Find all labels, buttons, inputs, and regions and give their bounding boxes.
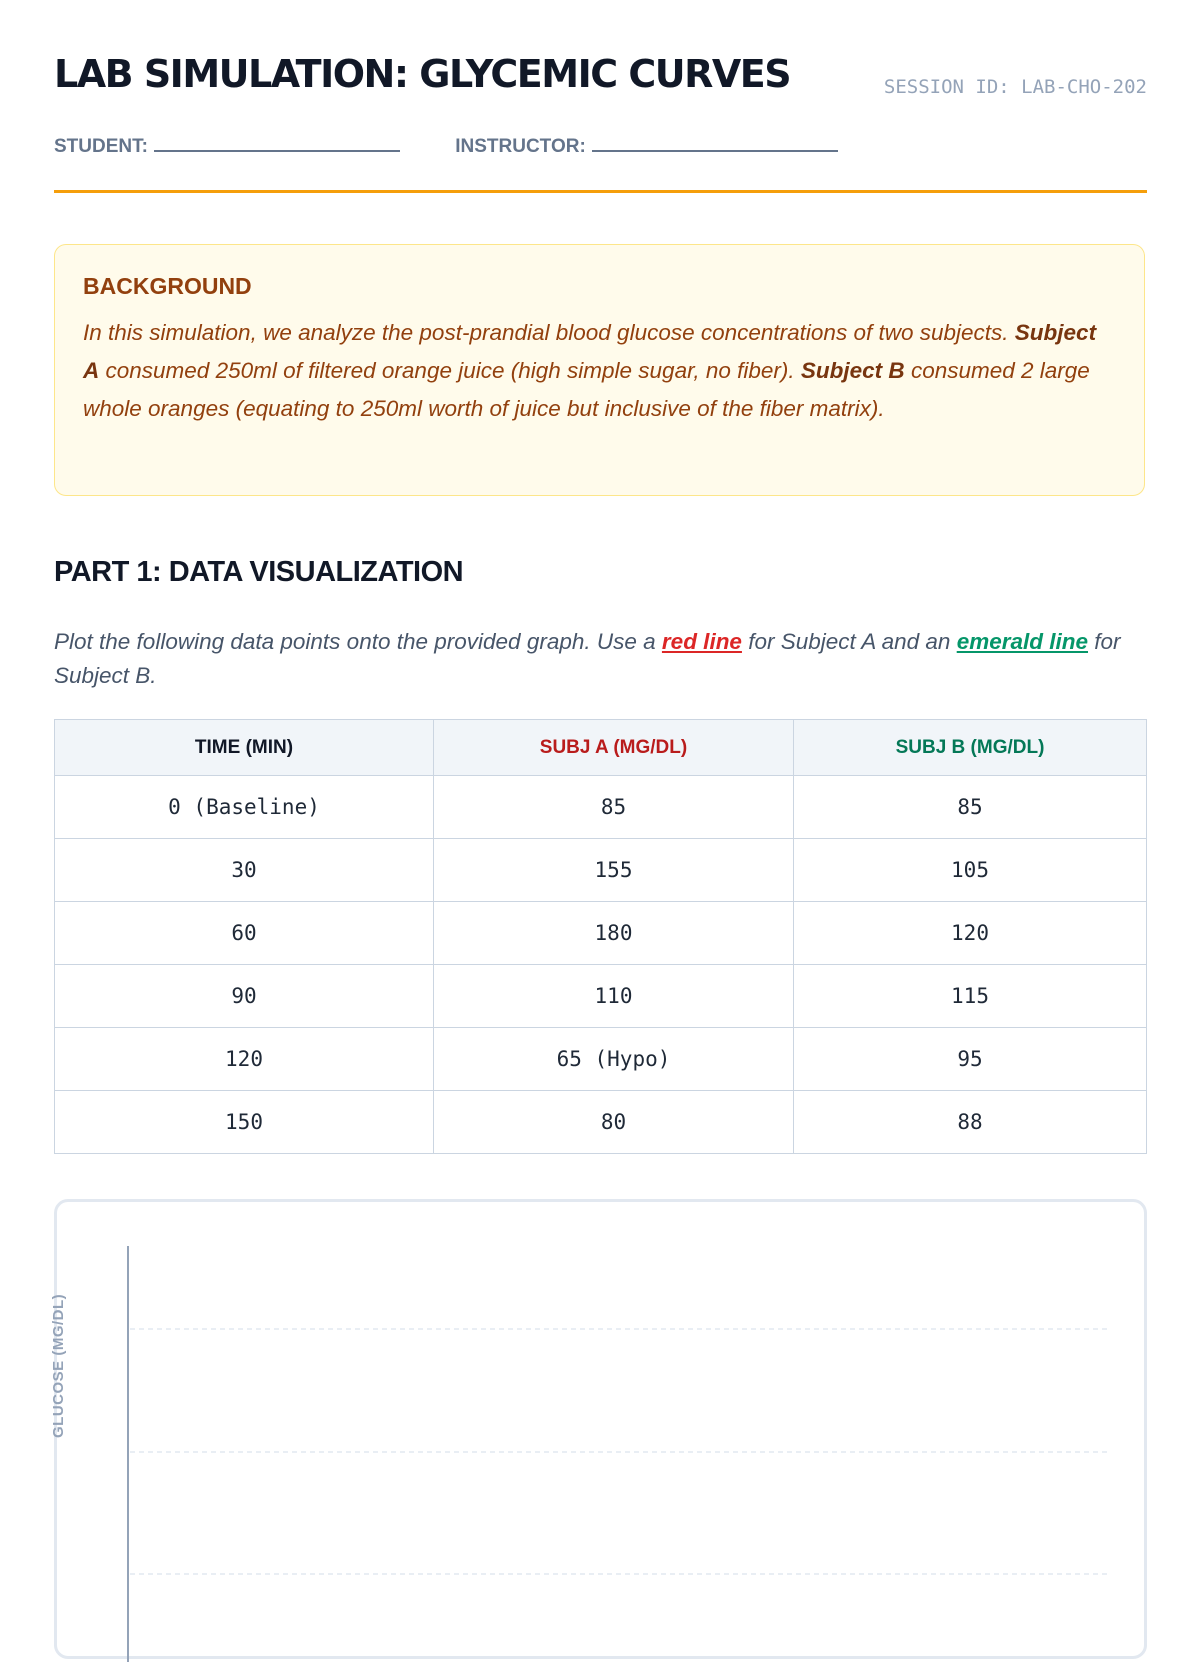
instructor-signature [455, 136, 838, 158]
blank-graph-canvas [57, 1202, 1150, 1662]
table-row [55, 1091, 1147, 1154]
table-row [55, 965, 1147, 1028]
background-text [83, 314, 1116, 428]
subject-a-label: Subject A [83, 320, 1097, 383]
cell-subj-a: 80 [434, 1091, 794, 1154]
cell-time: 90 [55, 965, 434, 1028]
red-line-label: red line [661, 629, 742, 654]
student-name-line[interactable] [154, 136, 400, 152]
worksheet-page [54, 0, 1147, 1134]
column-header-subj-a: SUBJ A (MG/DL) [434, 720, 794, 776]
cell-subj-b: 120 [794, 902, 1147, 965]
signature-row [54, 136, 838, 158]
table-header-row [55, 720, 1147, 776]
cell-subj-b: 85 [794, 776, 1147, 839]
subject-a-description: consumed 250ml of filtered orange juice (high simple sugar, no fiber). [105, 358, 795, 383]
cell-time: 150 [55, 1091, 434, 1154]
instructions-part-1: Plot the following data points onto the provided graph. Use a [54, 629, 656, 654]
instructor-name-line[interactable] [592, 136, 838, 152]
student-label: STUDENT: [54, 136, 148, 157]
cell-subj-b: 105 [794, 839, 1147, 902]
worksheet-header [54, 0, 1147, 193]
instructor-label: INSTRUCTOR: [455, 136, 586, 157]
cell-subj-a: 85 [434, 776, 794, 839]
cell-time: 120 [55, 1028, 434, 1091]
background-intro: In this simulation, we analyze the post-prandial blood glucose concentrations of two subjects. [83, 320, 1009, 345]
cell-subj-a: 110 [434, 965, 794, 1028]
table-row [55, 776, 1147, 839]
cell-subj-b: 88 [794, 1091, 1147, 1154]
student-signature [54, 136, 400, 158]
cell-time: 60 [55, 902, 434, 965]
instructions-part-3: for Subject B. [54, 629, 1121, 688]
cell-subj-a: 65 (Hypo) [434, 1028, 794, 1091]
cell-subj-b: 95 [794, 1028, 1147, 1091]
subject-b-label: Subject B [800, 358, 905, 383]
instructions-part-2: for Subject A and an [748, 629, 951, 654]
glucose-data-table [54, 719, 1147, 1154]
cell-subj-a: 180 [434, 902, 794, 965]
session-id: SESSION ID: LAB-CHO-202 [883, 76, 1147, 98]
column-header-subj-b: SUBJ B (MG/DL) [794, 720, 1147, 776]
plot-instructions [54, 625, 1147, 693]
background-heading: BACKGROUND [83, 273, 252, 299]
cell-subj-b: 115 [794, 965, 1147, 1028]
table-row [55, 1028, 1147, 1091]
page-title: LAB SIMULATION: GLYCEMIC CURVES [54, 52, 791, 96]
background-callout [54, 244, 1145, 496]
column-header-time: TIME (MIN) [55, 720, 434, 776]
cell-subj-a: 155 [434, 839, 794, 902]
table-row [55, 902, 1147, 965]
blank-graph-panel[interactable] [54, 1199, 1147, 1659]
table-row [55, 839, 1147, 902]
emerald-line-label: emerald line [956, 629, 1089, 654]
part1-heading: PART 1: DATA VISUALIZATION [54, 556, 464, 588]
cell-time: 30 [55, 839, 434, 902]
y-axis-label: GLUCOSE (MG/DL) [50, 1293, 67, 1438]
cell-time: 0 (Baseline) [55, 776, 434, 839]
subject-b-description: consumed 2 large whole oranges (equating to 250ml worth of juice but inclusive of the fiber matrix). [83, 358, 1090, 421]
